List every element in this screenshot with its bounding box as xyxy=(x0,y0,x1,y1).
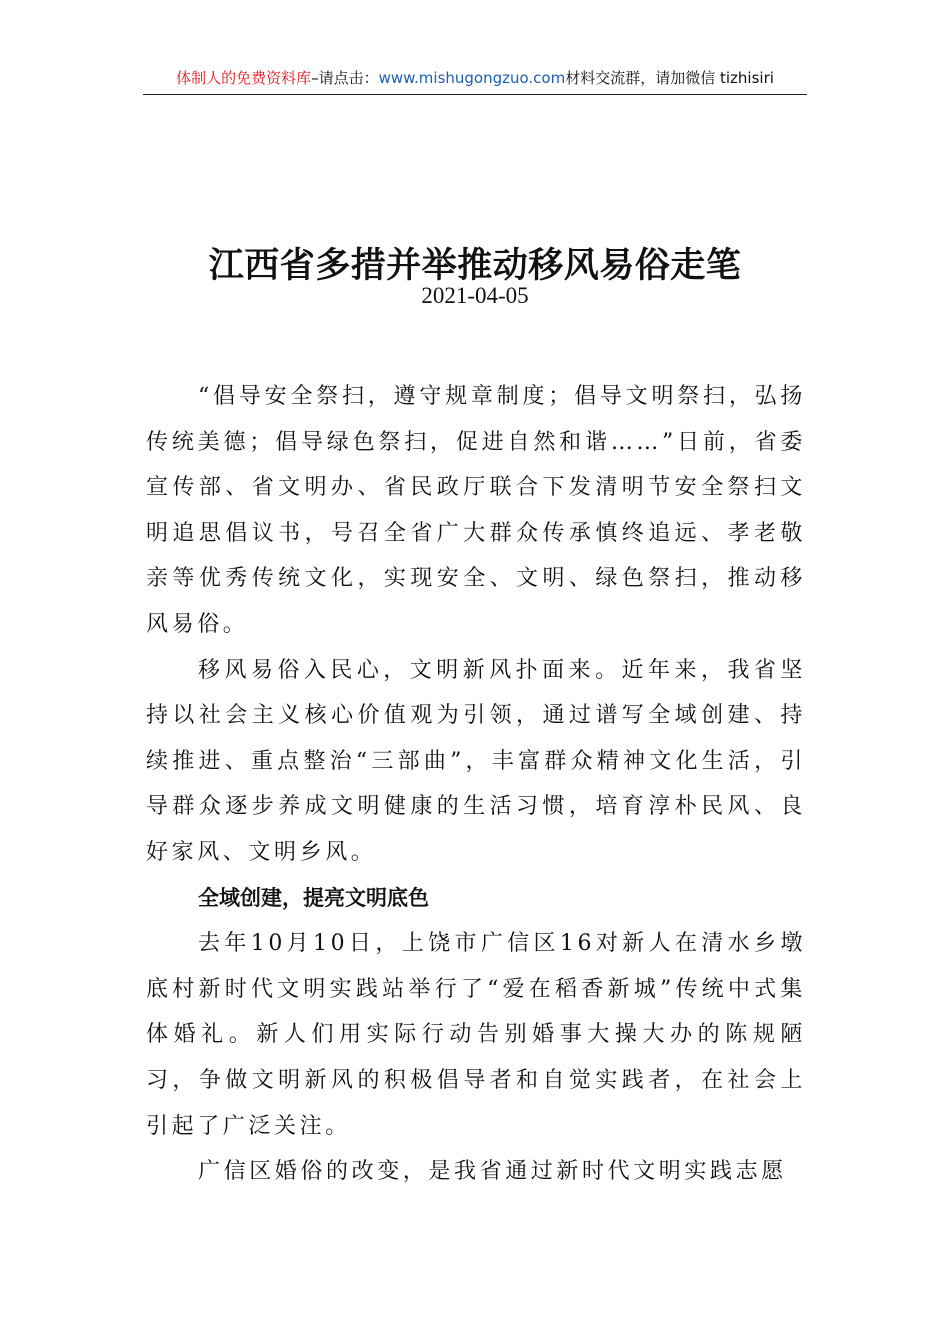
article-title: 江西省多措并举推动移风易俗走笔 xyxy=(208,245,742,287)
paragraph-4: 广信区婚俗的改变，是我省通过新时代文明实践志愿 xyxy=(198,1159,787,1185)
article-date: 2021-04-05 xyxy=(421,283,529,308)
paragraph-3: 去年10月10日，上饶市广信区16对新人在清水乡墩底村新时代文明实践站举行了“爱在稻香新城”传统中式集体婚礼。新人们用实际行动告别婚事大操大办的陈规陋习，争做文明新风的积极倡导者和自觉实践者，在社会上引起了广泛关注。 xyxy=(146,931,806,1139)
header-prefix: –请点击： xyxy=(311,69,379,87)
header-website-link[interactable]: www.mishugongzuo.com xyxy=(378,69,566,87)
section-heading: 全域创建，提亮文明底色 xyxy=(198,885,429,910)
paragraph-1: “倡导安全祭扫，遵守规章制度；倡导文明祭扫，弘扬传统美德；倡导绿色祭扫，促进自然和谐……”日前，省委宣传部、省文明办、省民政厅联合下发清明节安全祭扫文明追思倡议书，号召全省广大群众传承慎终追远、孝老敬亲等优秀传统文化，实现安全、文明、绿色祭扫，推动移风易俗。 xyxy=(146,384,806,637)
paragraph-2: 移风易俗入民心，文明新风扑面来。近年来，我省坚持以社会主义核心价值观为引领，通过谱写全域创建、持续推进、重点整治“三部曲”，丰富群众精神文化生活，引导群众逐步养成文明健康的生活习惯，培育淳朴民风、良好家风、文明乡风。 xyxy=(146,657,806,865)
header-suffix: 材料交流群，请加微信 tizhisiri xyxy=(565,69,774,87)
article-body xyxy=(146,374,806,1195)
header-library-label: 体制人的免费资料库 xyxy=(176,69,312,87)
page-header xyxy=(143,66,807,95)
